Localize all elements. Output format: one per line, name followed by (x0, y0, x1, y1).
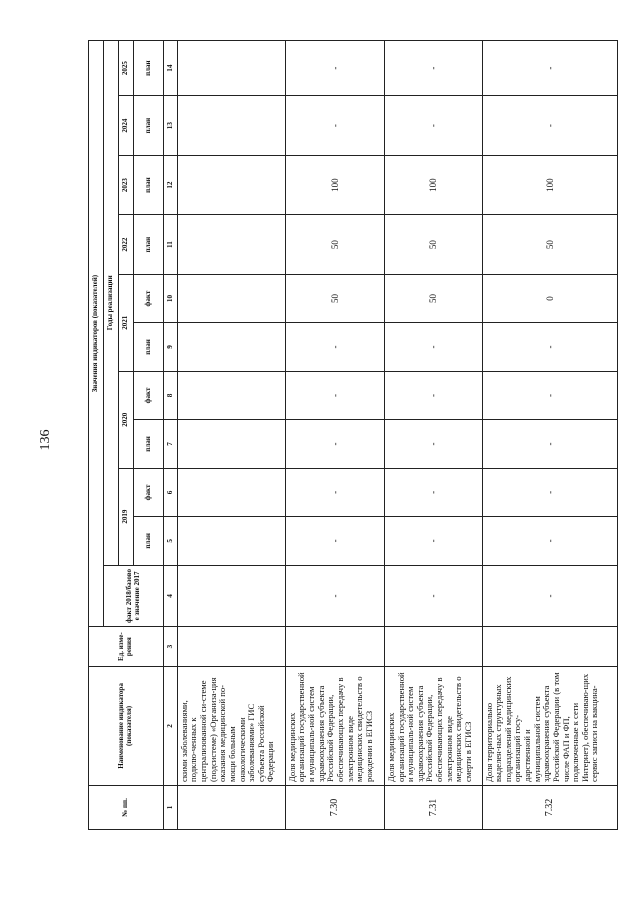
column-number: 6 (164, 468, 178, 516)
header-fact-2019: факт (134, 468, 164, 516)
cell-2020-fact: - (285, 371, 384, 419)
header-unit: Ед. изме-рения (89, 627, 164, 667)
cell-2021-fact: 50 (285, 274, 384, 322)
header-year-2019: 2019 (119, 468, 134, 565)
header-year-2020: 2020 (119, 371, 134, 468)
cell-base: - (482, 565, 617, 627)
indicator-name: скими заболеваниями, подклю-ченных к централизованной си-стеме (подсистеме) «Организа-ция оказания медицинской по-мощи больным онкологическими заболеваниями» ГИС субъекта Российской Федерации (177, 666, 285, 785)
table-row (384, 41, 482, 830)
cell-2021-fact: 50 (384, 274, 482, 322)
cell-2019-fact (177, 468, 285, 516)
header-plan-2021: план (134, 323, 164, 371)
table-row (482, 41, 617, 830)
cell-2019-plan: - (482, 517, 617, 565)
cell-2019-plan: - (285, 517, 384, 565)
row-number: 7.32 (482, 785, 617, 829)
cell-2020-plan: - (482, 420, 617, 468)
column-number: 7 (164, 420, 178, 468)
cell-2020-fact: - (482, 371, 617, 419)
row-number: 7.31 (384, 785, 482, 829)
cell-2019-fact: - (384, 468, 482, 516)
cell-2019-plan (177, 517, 285, 565)
column-number: 5 (164, 517, 178, 565)
column-number: 9 (164, 323, 178, 371)
indicators-table (88, 40, 618, 830)
cell-2023-plan (177, 155, 285, 214)
cell-2021-plan: - (482, 323, 617, 371)
indicator-name: Доля медицинских организаций государственной и муниципаль-ной систем здравоохранения субъекта Российской Федерации, обеспечивающих передачу в электронном виде медицинских свидетельств о рождении в ЕГИСЗ (285, 666, 384, 785)
cell-2021-plan: - (285, 323, 384, 371)
header-plan-2024: план (134, 96, 164, 155)
header-year-2022: 2022 (119, 215, 134, 274)
column-number: 10 (164, 274, 178, 322)
cell-2020-plan: - (384, 420, 482, 468)
cell-2022-plan: 50 (285, 215, 384, 274)
header-plan-2020: план (134, 420, 164, 468)
row-number: 7.30 (285, 785, 384, 829)
cell-base (177, 565, 285, 627)
cell-2021-plan: - (384, 323, 482, 371)
column-number: 2 (164, 666, 178, 785)
cell-2019-plan: - (384, 517, 482, 565)
cell-2021-plan (177, 323, 285, 371)
cell-2024-plan: - (482, 96, 617, 155)
cell-2022-plan (177, 215, 285, 274)
header-fact-2021: факт (134, 274, 164, 322)
cell-2020-fact: - (384, 371, 482, 419)
column-number: 11 (164, 215, 178, 274)
cell-2020-fact (177, 371, 285, 419)
page-number: 136 (38, 429, 53, 451)
column-number: 1 (164, 785, 178, 829)
cell-2021-fact: 0 (482, 274, 617, 322)
header-plan-2022: план (134, 215, 164, 274)
cell-2020-plan (177, 420, 285, 468)
header-plan-2019: план (134, 517, 164, 565)
cell-2024-plan (177, 96, 285, 155)
cell-2021-fact (177, 274, 285, 322)
cell-2023-plan: 100 (384, 155, 482, 214)
column-number: 14 (164, 41, 178, 96)
table-row (285, 41, 384, 830)
header-fact-2020: факт (134, 371, 164, 419)
cell-2019-fact: - (482, 468, 617, 516)
cell-2023-plan: 100 (285, 155, 384, 214)
indicator-name: Доля медицинских организаций государственной и муниципаль-ной систем здравоохранения субъекта Российской Федерации, обеспечивающих передачу в электронном виде медицинских свидетельств о смерти в ЕГИСЗ (384, 666, 482, 785)
column-number: 4 (164, 565, 178, 627)
indicator-unit (177, 627, 285, 667)
header-year-2024: 2024 (119, 96, 134, 155)
header-years-group: Годы реализации (104, 41, 119, 566)
header-year-2021: 2021 (119, 274, 134, 371)
header-no: № пп. (89, 785, 164, 829)
header-name: Наименование индикатора (показателя) (89, 666, 164, 785)
cell-2024-plan: - (285, 96, 384, 155)
cell-base: - (285, 565, 384, 627)
cell-2019-fact: - (285, 468, 384, 516)
cell-2024-plan: - (384, 96, 482, 155)
cell-2020-plan: - (285, 420, 384, 468)
table-row (177, 41, 285, 830)
column-number: 3 (164, 627, 178, 667)
indicator-unit (384, 627, 482, 667)
rotated-table-wrapper (88, 40, 618, 830)
column-number: 12 (164, 155, 178, 214)
cell-2025-plan: - (285, 41, 384, 96)
indicator-unit (482, 627, 617, 667)
cell-2025-plan: - (384, 41, 482, 96)
cell-2023-plan: 100 (482, 155, 617, 214)
cell-2022-plan: 50 (384, 215, 482, 274)
header-base: факт 2018/базово е значение 2017 (104, 565, 164, 627)
header-year-2025: 2025 (119, 41, 134, 96)
column-number: 13 (164, 96, 178, 155)
cell-2022-plan: 50 (482, 215, 617, 274)
cell-2025-plan: - (482, 41, 617, 96)
header-plan-2025: план (134, 41, 164, 96)
indicator-unit (285, 627, 384, 667)
indicator-name: Доля территориально выделен-ных структурных подразделений медицинских организаций госу-дарственной и муниципальной систем здравоохранения субъекта Российской Федерации (в том числе ФАП и ФП, подключенные к сети Интернет), обеспечиваю-щих сервис записи на вакцина- (482, 666, 617, 785)
header-plan-2023: план (134, 155, 164, 214)
cell-base: - (384, 565, 482, 627)
column-number: 8 (164, 371, 178, 419)
header-year-2023: 2023 (119, 155, 134, 214)
row-number (177, 785, 285, 829)
cell-2025-plan (177, 41, 285, 96)
header-values-group: Значения индикаторов (показателей) (89, 41, 104, 627)
